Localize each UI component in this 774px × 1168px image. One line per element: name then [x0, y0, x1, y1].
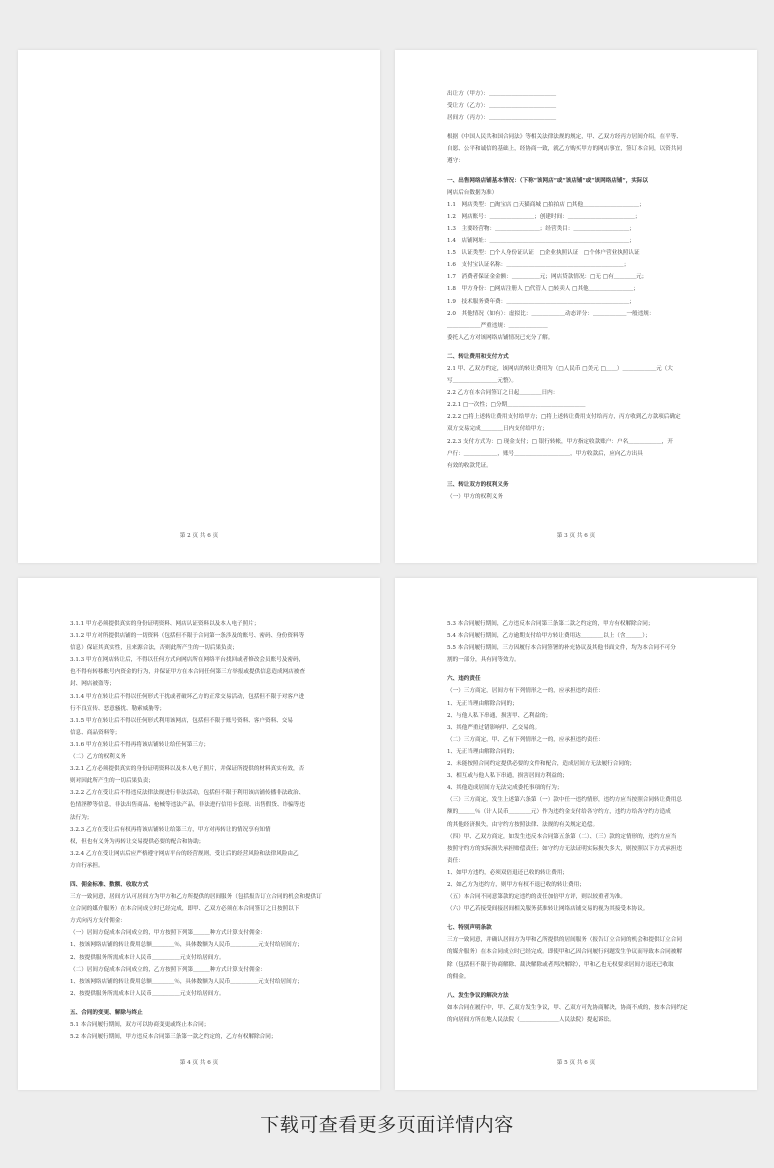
text-line: 行不良宣传、恶意骚扰、勒索威胁等；	[70, 705, 166, 712]
text-line: 的其他经济损失，由守约方按照法律、法规的有关规定追偿。	[447, 821, 599, 828]
text-line: 封、网店被盗等；	[70, 681, 115, 688]
text-line: 3.1.2 甲方对所提供店铺的一切资料（包括但不限于合同第一条涉及的账号、密码、身份资料等	[70, 633, 305, 640]
text-line: 3.2.2 乙方在受让后不得违反法律法规进行非法活动，包括但不限于利用该店铺传播非法政治、	[70, 790, 305, 797]
text-line: （五）本合同不同意第款的定违约的责任加倍甲方评，则以较重者为准。	[447, 894, 627, 901]
text-line: 的向居间方所在地人民法院（＿＿＿＿＿＿＿人民法院）提起诉讼。	[447, 1016, 615, 1023]
text-line: 方自行承担。	[70, 862, 104, 869]
text-line: 1.2 网店账号：＿＿＿＿＿＿＿＿；创建时间：＿＿＿＿＿＿＿＿＿＿＿＿；	[447, 213, 641, 220]
section-heading: 四、佣金标准、数额、收取方式	[70, 881, 149, 888]
paragraph-gap	[447, 472, 711, 479]
text-line: 1.4 店铺网址：＿＿＿＿＿＿＿＿＿＿＿＿＿＿＿＿＿＿＿＿＿＿＿＿＿；	[447, 238, 635, 245]
document-page-3	[395, 50, 757, 563]
text-line: ＿＿＿＿＿＿严重违规：＿＿＿＿＿＿＿	[447, 322, 548, 329]
text-line: （三）三方商定，发生上述第六条第（一）款中任一违约情形，违约方应当按照合同转让费用总	[447, 797, 682, 804]
document-page-4	[18, 578, 380, 1090]
text-line: 三方一致同意，并确认居间方为甲和乙所提供的居间服务（报告订立合同的机会和提供订立合同	[447, 937, 682, 944]
text-line: 双方交易完成＿＿＿＿日内支付给甲方；	[447, 426, 548, 433]
text-line: 自愿、公平和诚信的基础上，经协商一致，就乙方购买甲方的网店事宜，签订本合同，以资共同	[447, 146, 682, 153]
watermark: ​	[76, 284, 100, 311]
text-line: 遵守：	[447, 158, 464, 165]
text-line: 3、其他严重过错影响甲、乙交易的。	[447, 724, 541, 731]
text-line: 1、无正当理由解除合同的；	[447, 748, 518, 755]
text-line: 出让方（甲方）：＿＿＿＿＿＿＿＿＿＿＿＿	[447, 91, 557, 97]
text-line: 信息）保证其真实性，且来源合法，否则此所产生的一切后果负责；	[70, 645, 238, 652]
text-line: 3.2.3 乙方在受让后有权再将该店铺转让给第三方，甲方对再转让的情况享有知情	[70, 826, 271, 833]
text-line: 法行为；	[70, 814, 93, 821]
page-content	[447, 88, 711, 503]
text-line: 如本合同在履行中，甲、乙双方发生争议，甲、乙双方可先协商解决，协商不成的，按本合同约定	[447, 1004, 688, 1011]
text-line: 1.5 认证类型：□个人身份证认证 □企业执照认证 □个体户营业执照认证	[447, 250, 640, 257]
text-line: 3、相互或与他人私下串通，损害居间方利益的；	[447, 773, 569, 780]
text-line: 4、其他造成居间方无法完成委托事项的行为；	[447, 785, 563, 792]
text-line: 割的一部分，具有同等效力。	[447, 657, 520, 664]
section-heading: 五、合同的变更、解除与终止	[70, 1009, 143, 1016]
text-line: 的媒介服务）在本合同成立时已经完成。即使甲和乙因合同履行问题发生争议而导致本合同被解	[447, 949, 682, 956]
text-line: 除（包括但不限于协商解除、裁决解除或者判决解除），甲和乙也无权要求居间方退还已收取	[447, 961, 674, 968]
paragraph-gap	[447, 666, 711, 673]
text-line: 3.1.5 甲方在转让后不得以任何形式利用该网店，包括但不限于账号资料、客户资料、交易	[70, 717, 293, 724]
text-line: 信息、商品资料等；	[70, 729, 121, 736]
text-line: 居间方（丙方）：＿＿＿＿＿＿＿＿＿＿＿＿	[447, 115, 557, 122]
text-line: （一）甲方的权利义务	[447, 493, 503, 500]
text-line: 3.1.1 甲方必须提供真实的身份证明资料、网店认证资料以及本人电子照片；	[70, 621, 260, 627]
text-line: 2、按提供服务所需成本计人民币＿＿＿＿＿元支付给居间方。	[70, 954, 225, 961]
text-line: 写＿＿＿＿＿＿＿＿元整）。	[447, 378, 517, 385]
text-line: 也不得有转移账号内资金的行为，并保证甲方在本合同任何第三方举报或提供信息造成网店被查	[70, 669, 305, 676]
text-line: 2.0 其他情况（如有）：虚拟比：＿＿＿＿＿＿动态评分：＿＿＿＿＿＿一般违规：	[447, 310, 655, 317]
text-line: 2.2.3 支付方式为：□ 现金支付；□ 银行转帐，甲方指定收款账户：户名＿＿＿＿＿＿，开	[447, 438, 673, 445]
text-line: 3.2.4 乙方在受让网店后应严格遵守网店平台的经营规则，受让后的经营风险和法律风险由乙	[70, 850, 299, 857]
text-line: 2.2.1 □一次性；□分期＿＿＿＿＿＿＿＿＿＿＿＿＿＿	[447, 402, 586, 409]
text-line: 则对因此所产生的一切后果负责；	[70, 778, 154, 785]
document-page-5	[395, 578, 757, 1090]
section-heading: 七、特别声明条款	[447, 925, 492, 932]
text-line: （一）三方商定，居间方有下列情形之一的，应承担违约责任：	[447, 688, 604, 695]
text-line: 三方一致同意，居间方认可居间方为甲方和乙方所提供的居间服务（包括报告订立合同的机会和提供订	[70, 894, 322, 901]
text-line: 方式向丙方支付佣金：	[70, 918, 126, 925]
paragraph-gap	[447, 124, 711, 131]
text-line: 2、按提供服务所需成本计人民币＿＿＿＿＿元支付给居间方。	[70, 990, 225, 997]
text-line: 3.1.4 甲方在转让后不得以任何形式干扰或者破坏乙方的正常交易活动，包括但不限于对客户进	[70, 693, 305, 700]
text-line: 1.1 网店类型：□淘宝店 □天猫商城 □拍拍店 □其他＿＿＿＿＿＿＿＿＿＿；	[447, 201, 645, 208]
text-line: 1.3 主要经营物：＿＿＿＿＿＿＿＿；经营类目：＿＿＿＿＿＿＿＿＿＿；	[447, 225, 635, 232]
section-heading: 二、转让费用和支付方式	[447, 353, 509, 360]
text-line: 5.1 本合同履行期间，双方可以协商变更或终止本合同；	[70, 1022, 210, 1028]
text-line: 2、与他人私下串通，损害甲、乙利益的；	[447, 712, 552, 719]
paragraph-gap	[447, 915, 711, 922]
text-line: 立合同的媒介服务）在本合同成立时已经完成，即甲、乙双方必须在本合同签订之日按照以下	[70, 906, 300, 913]
page-content	[447, 618, 711, 1026]
text-line: 2、如乙方为违约方，则甲方有权不退已收的转让费用；	[447, 881, 585, 888]
text-line: 3.1.3 甲方在网店转让后，不得以任何方式向网店所在网络平台找回或者修改会员账号及密码，	[70, 657, 305, 664]
text-line: 根据《中国人民共和国合同法》等相关法律法规的规定，甲、乙双方经丙方居间介绍，在平等、	[447, 134, 682, 141]
section-heading: 六、违约责任	[447, 676, 481, 683]
page-footer: 第 3 页 共 6 页	[556, 533, 596, 539]
text-line: 1.7 消费者保证金金额：＿＿＿＿＿元；网店贷款情况：□无 □有＿＿＿＿元；	[447, 274, 648, 281]
download-caption: 下载可查看更多页面详情内容	[260, 1114, 514, 1136]
text-line: 5.4 本合同履行期间，乙方逾期支付给甲方转让费用达＿＿＿＿以上（含＿＿＿）；	[447, 633, 651, 640]
text-line: 2.2 乙方在本合同签订之日起＿＿＿＿日内：	[447, 390, 559, 397]
text-line: 权，但也有义务为再转让交易提供必要的配合和协助；	[70, 838, 205, 845]
text-line: 额的＿＿＿％（计人民币＿＿＿＿元）作为违约金支付给各守约方，违约方给各守约方造成	[447, 809, 671, 816]
section-heading: 一、出售网络店铺基本情况：（下称“该网店”或“该店铺”或“该网络店铺”，实际以	[447, 177, 649, 184]
text-line: 5.2 本合同履行期间，甲方违反本合同第三条第一款之约定的，乙方有权解除合同；	[70, 1034, 277, 1041]
section-heading: 八、发生争议的解决方法	[447, 992, 509, 999]
text-line: 2、未能按照合同约定提供必要的文件和配合，造成居间方无法履行合同的；	[447, 761, 636, 768]
paragraph-gap	[70, 1000, 334, 1007]
text-line: （六）甲乙若接受间接居间相关服务获准转让网络店铺交易的视为其接受本协议。	[447, 906, 649, 913]
text-line: 色情淫秽等信息，非法出售商品、枪械等违法产品，非法进行信用卡套现、出售假货、诈骗等违	[70, 802, 305, 809]
text-line: 3.1.6 甲方在转让后不得再将该店铺转让给任何第三方；	[70, 741, 210, 748]
text-line: 2.2.2 □将上述转让费用支付给甲方；□将上述转让费用支付给丙方，丙方收到乙方款项后确定	[447, 414, 681, 421]
paragraph-gap	[447, 344, 711, 351]
text-line: 1、如甲方违约，必须双倍退还已收的转让费用；	[447, 869, 569, 876]
text-line: 责任：	[447, 857, 464, 864]
text-line: 1、无正当理由解除合同的；	[447, 700, 518, 707]
text-line: 户行：＿＿＿＿＿＿，账号＿＿＿＿＿＿＿＿＿＿，甲方收款后，应向乙方出具	[447, 450, 643, 457]
text-line: 的佣金。	[447, 973, 470, 980]
paragraph-gap	[447, 983, 711, 990]
text-line: 3.2.1 乙方必须提供真实的身份证明资料以及本人电子照片，并保证所提供的材料真实有效，否	[70, 766, 305, 773]
page-content	[70, 618, 334, 1043]
text-line: 5.3 本合同履行期间，乙方违反本合同第三条第二款之约定的，甲方有权解除合同；	[447, 621, 654, 627]
text-line: 委托人乙方对该网络店铺情况已充分了解。	[447, 334, 554, 341]
text-line: （一）居间方促成本合同成立的，甲方按照下列第＿＿＿种方式计算支付佣金：	[70, 930, 266, 937]
paragraph-gap	[70, 872, 334, 879]
text-line: 5.5 本合同履行期间，三方因履行本合同签署的补充协议及其他书面文件，均为本合同不可分	[447, 645, 676, 652]
text-line: 1.8 甲方身份：□网店注册人 □代管人 □转卖人 □其他＿＿＿＿＿＿＿＿；	[447, 286, 639, 293]
text-line: 网店后台数据为准）	[447, 189, 498, 196]
text-line: 2.1 甲、乙双方约定，该网店的转让费用为（□人民币 □美元 □＿＿）＿＿＿＿＿＿元（大	[447, 365, 673, 372]
text-line: （四）甲、乙双方商定，如发生违反本合同第五条第（二）、（三）款的定情形的，违约方应当	[447, 833, 677, 840]
page-footer: 第 2 页 共 6 页	[179, 533, 219, 539]
text-line: （二）居间方促成本合同成立的，乙方按照下列第＿＿＿种方式计算支付佣金：	[70, 966, 266, 973]
page-footer: 第 4 页 共 6 页	[179, 1060, 219, 1066]
text-line: 有效的收款凭证。	[447, 462, 492, 469]
section-heading: 三、转让双方的权利义务	[447, 481, 509, 488]
text-line: （二）三方商定，甲、乙有下列情形之一的，应承担违约责任：	[447, 736, 604, 743]
document-page-2	[18, 50, 380, 563]
paragraph-gap	[447, 168, 711, 175]
text-line: 1、按该网络店铺的转让费用总额＿＿＿＿％，具体数额为人民币＿＿＿＿＿元支付给居间方；	[70, 942, 303, 949]
text-line: 1.6 支付宝认证名称：＿＿＿＿＿＿＿＿＿＿＿＿＿＿＿＿＿＿＿＿＿；	[447, 262, 630, 269]
page-footer: 第 5 页 共 6 页	[556, 1060, 596, 1066]
text-line: 1、按该网络店铺的转让费用总额＿＿＿＿％，具体数额为人民币＿＿＿＿＿元支付给居间方；	[70, 978, 303, 985]
text-line: 按照守约方的实际损失承担赔偿责任；如守约方无法证明实际损失多大，则按照以下方式承担违	[447, 845, 682, 852]
text-line: 受让方（乙方）：＿＿＿＿＿＿＿＿＿＿＿＿	[447, 103, 557, 110]
text-line: （二）乙方的权利义务	[70, 754, 126, 761]
text-line: 1.9 技术服务费年费：＿＿＿＿＿＿＿＿＿＿＿＿＿＿＿＿＿＿＿＿＿＿；	[447, 298, 635, 305]
